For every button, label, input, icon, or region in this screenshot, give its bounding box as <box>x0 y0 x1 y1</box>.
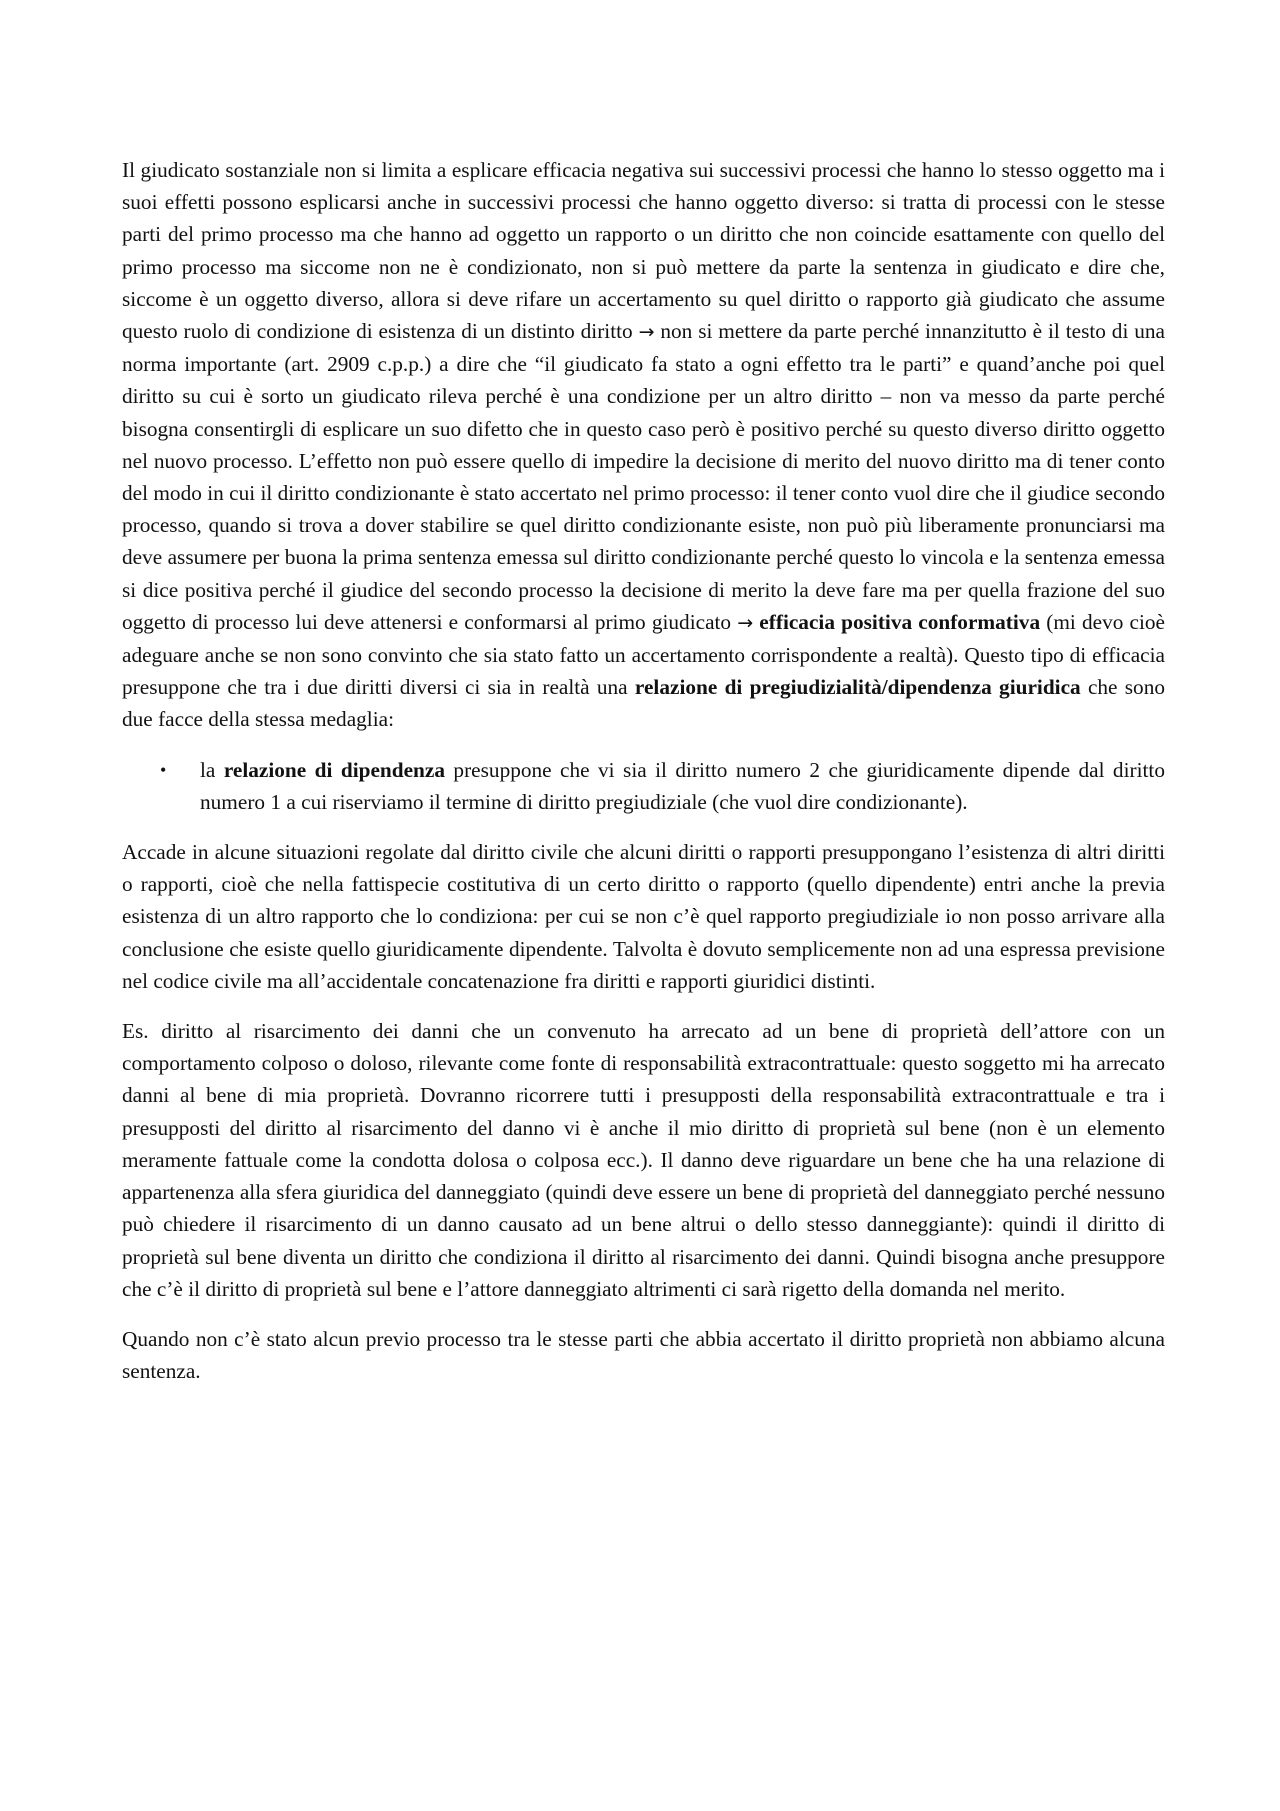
list-item <box>122 754 1165 818</box>
paragraph-text: che sono due facce della stessa medaglia: <box>122 675 1165 732</box>
paragraph-situazioni-diritto-civile: Accade in alcune situazioni regolate dal diritto civile che alcuni diritti o rapporti presuppongano l’esistenza di altri diritti o rapporti, cioè che nella fattispecie costitutiva di un certo diritto o rapporto (quello dipendente) entri anche la previa esistenza di un altro rapporto che lo condiziona: per cui se non c’è quel rapporto pregiudiziale io non posso arrivare alla conclusione che esiste quello giuridicamente dipendente. Talvolta è dovuto semplicemente non ad una espressa previsione nel codice civile ma all’accidentale concatenazione fra diritti e rapporti giuridici distinti. <box>122 840 1165 993</box>
list-item-text: la <box>200 757 224 782</box>
arrow-right-icon: → <box>737 611 754 634</box>
bold-term-relazione-dipendenza: relazione di dipendenza <box>223 757 445 782</box>
list-item-text: presuppone che vi sia il diritto numero 2 che giuridicamente dipende dal diritto numero 1 a cui riserviamo il termine di diritto pregiudiziale (che vuol dire condizionante). <box>200 757 1165 814</box>
paragraph-nessuna-sentenza: Quando non c’è stato alcun previo processo tra le stesse parti che abbia accertato il diritto proprietà non abbiamo alcuna sentenza. <box>122 1326 1165 1384</box>
paragraph-text: non si mettere da parte perché innanzitutto è il testo di una norma importante (art. 2909 c.p.p.) a dire che “il giudicato fa stato a ogni effetto tra le parti” e quand’anche poi quel diritto su cui è sorto un giudicato rileva perché è una condizione per un altro diritto – non va messo da parte perché bisogna consentirgli di esplicare un suo difetto che in questo caso però è positivo perché su questo diverso diritto oggetto nel nuovo processo. L’effetto non può essere quello di impedire la decisione di merito del nuovo diritto ma di tener conto del modo in cui il diritto condizionante è stato accertato nel primo processo: il tener conto vuol dire che il giudice secondo processo, quando si trova a dover stabilire se quel diritto condizionante esiste, non può più liberamente pronunciarsi ma deve assumere per buona la prima sentenza emessa sul diritto condizionante perché questo lo vincola e la sentenza emessa si dice positiva perché il giudice del secondo processo la decisione di merito la deve fare ma per quella frazione del suo oggetto di processo lui deve attenersi e conformarsi al primo giudicato <box>122 319 1165 634</box>
paragraph-giudicato-sostanziale <box>122 154 1165 736</box>
bullet-icon: • <box>160 759 167 780</box>
paragraph-esempio-risarcimento: Es. diritto al risarcimento dei danni che un convenuto ha arrecato ad un bene di proprietà dell’attore con un comportamento colposo o doloso, rilevante come fonte di responsabilità extracontrattuale: questo soggetto mi ha arrecato danni al bene di mia proprietà. Dovranno ricorrere tutti i presupposti della responsabilità extracontrattuale e tra i presupposti del diritto al risarcimento del danno vi è anche il mio diritto di proprietà sul bene (non è un elemento meramente fattuale come la condotta dolosa o colposa ecc.). Il danno deve riguardare un bene che ha una relazione di appartenenza alla sfera giuridica del danneggiato (quindi deve essere un bene di proprietà del danneggiato perché nessuno può chiedere il risarcimento di un danno causato ad un bene altrui o dello stesso danneggiante): quindi il diritto di proprietà sul bene diventa un diritto che condiziona il diritto al risarcimento dei danni. Quindi bisogna anche presuppore che c’è il diritto di proprietà sul bene e l’attore danneggiato altrimenti ci sarà rigetto della domanda nel merito. <box>122 1019 1165 1301</box>
bold-term-efficacia-positiva: efficacia positiva conformativa <box>753 609 1041 634</box>
document-page <box>122 154 1165 1405</box>
paragraph-text: Il giudicato sostanziale non si limita a esplicare efficacia negativa sui successivi processi che hanno lo stesso oggetto ma i suoi effetti possono esplicarsi anche in successivi processi che hanno oggetto diverso: si tratta di processi con le stesse parti del primo processo ma che hanno ad oggetto un rapporto o un diritto che non coincide esattamente con quello del primo processo ma siccome non ne è condizionato, non si può mettere da parte la sentenza in giudicato e dire che, siccome è un oggetto diverso, allora si deve rifare un accertamento su quel diritto o rapporto già giudicato che assume questo ruolo di condizione di esistenza di un distinto diritto <box>122 158 1165 344</box>
arrow-right-icon: → <box>638 321 655 344</box>
bullet-list <box>122 754 1165 818</box>
bold-term-pregiudizialita: relazione di pregiudizialità/dipendenza giuridica <box>634 675 1081 700</box>
paragraph-text: (mi devo cioè adeguare anche se non sono convinto che sia stato fatto un accertamento corrispondente a realtà). Questo tipo di efficacia presuppone che tra i due diritti diversi ci sia in realtà una <box>122 609 1165 700</box>
